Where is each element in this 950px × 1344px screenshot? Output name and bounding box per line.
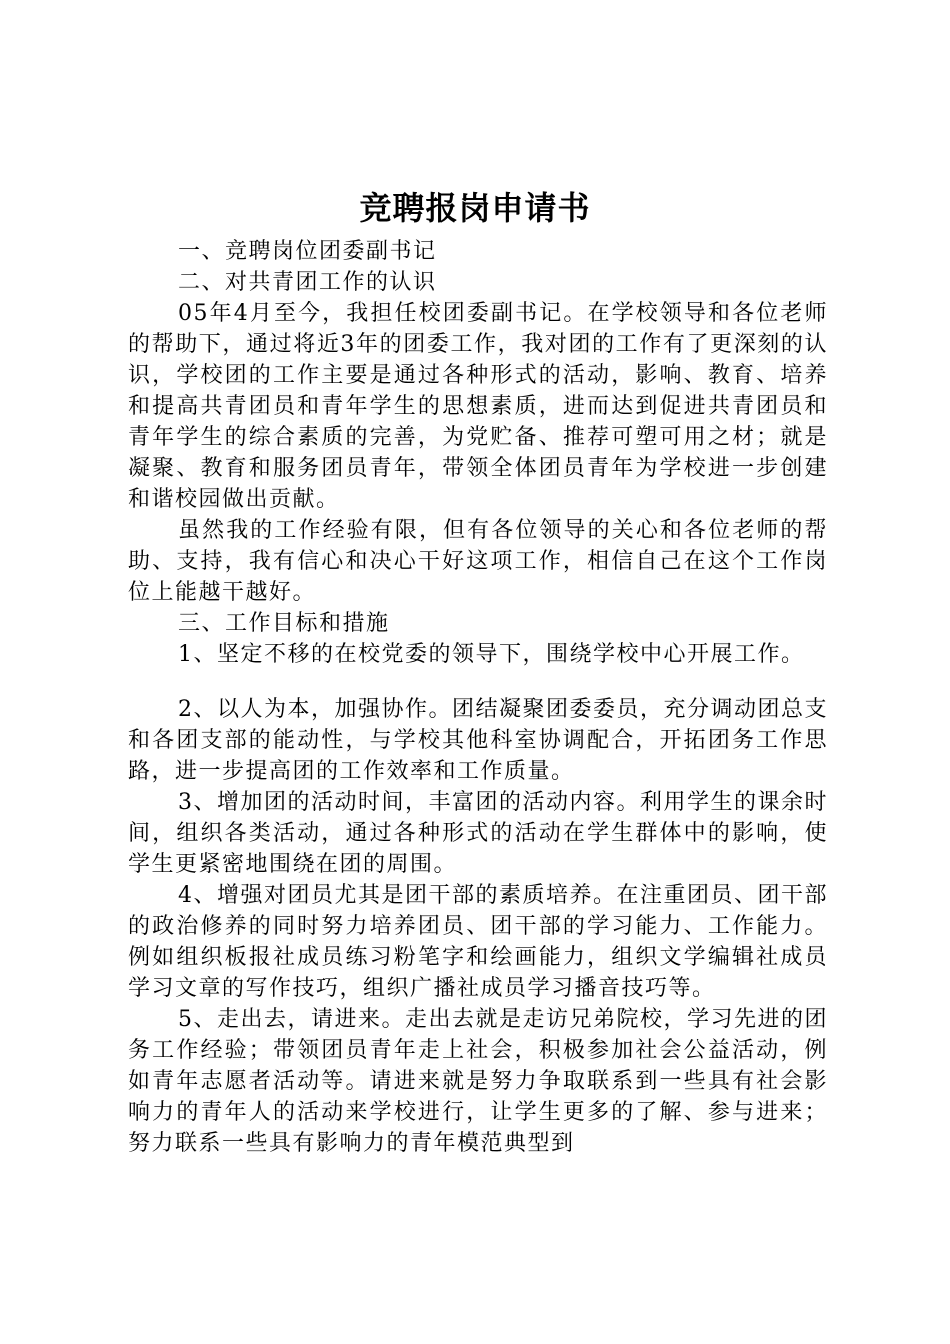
section-heading-position: 一、竞聘岗位团委副书记 — [178, 239, 437, 264]
measure-item-1: 1、坚定不移的在校党委的领导下，围绕学校中心开展工作。 — [178, 642, 805, 667]
document-body — [128, 236, 828, 1159]
measure-item-5: 5、走出去，请进来。走出去就是走访兄弟院校，学习先进的团务工作经验；带领团员青年走上社会，积极参加社会公益活动，例如青年志愿者活动等。请进来就是努力争取联系到一些具有社会影响力的青年人的活动来学校进行，让学生更多的了解、参与进来；努力联系一些具有影响力的青年模范典型到 — [128, 1007, 828, 1156]
paragraph-experience: 05年4月至今，我担任校团委副书记。在学校领导和各位老师的帮助下，通过将近3年的团委工作，我对团的工作有了更深刻的认识，学校团的工作主要是通过各种形式的活动，影响、教育、培养和提高共青团员和青年学生的思想素质，进而达到促进共青团员和青年学生的综合素质的完善，为党贮备、推荐可塑可用之材；就是凝聚、教育和服务团员青年，带领全体团员青年为学校进一步创建和谐校园做出贡献。 — [128, 301, 828, 512]
section-heading-goals: 三、工作目标和措施 — [178, 611, 390, 636]
measure-item-3: 3、增加团的活动时间，丰富团的活动内容。利用学生的课余时间，组织各类活动，通过各种形式的活动在学生群体中的影响，使学生更紧密地围绕在团的周围。 — [128, 790, 828, 877]
measure-item-2: 2、以人为本，加强协作。团结凝聚团委委员，充分调动团总支和各团支部的能动性，与学校其他科室协调配合，开拓团务工作思路，进一步提高团的工作效率和工作质量。 — [128, 697, 828, 784]
paragraph-confidence: 虽然我的工作经验有限，但有各位领导的关心和各位老师的帮助、支持，我有信心和决心干好这项工作，相信自己在这个工作岗位上能越干越好。 — [128, 518, 828, 605]
section-heading-understanding: 二、对共青团工作的认识 — [178, 270, 437, 295]
document-title: 竞聘报岗申请书 — [359, 189, 591, 227]
blank-line — [128, 670, 828, 694]
measure-item-4: 4、增强对团员尤其是团干部的素质培养。在注重团员、团干部的政治修养的同时努力培养团员、团干部的学习能力、工作能力。例如组织板报社成员练习粉笔字和绘画能力，组织文学编辑社成员学习文章的写作技巧，组织广播社成员学习播音技巧等。 — [128, 883, 828, 1001]
